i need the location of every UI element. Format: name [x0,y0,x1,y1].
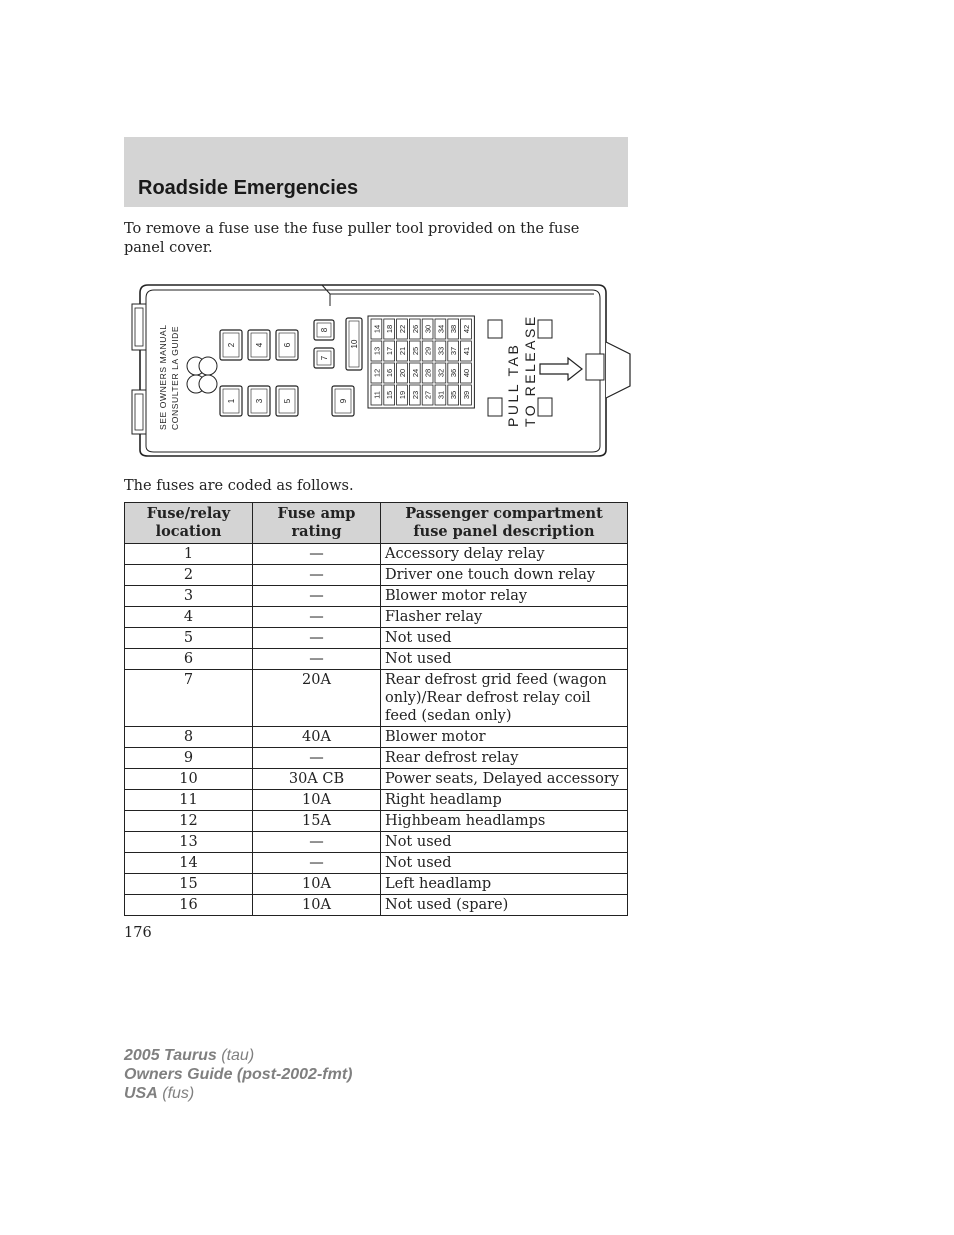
table-row [125,811,628,832]
cell-location: 8 [125,727,253,748]
fuse-slot [384,319,395,339]
cell-amp-rating: 40A [253,727,381,748]
cell-location: 10 [125,769,253,790]
fuse-slot [409,363,420,383]
fuse-slot-label: 36 [449,368,459,378]
cell-location: 14 [125,853,253,874]
relay-label: 4 [255,342,264,348]
fuse-slot [397,341,408,361]
fuse-slot [371,363,382,383]
relay-box [276,386,298,416]
cell-location: 13 [125,832,253,853]
fuse-table [124,502,628,916]
fuse-panel-svg [124,282,636,460]
table-row [125,727,628,748]
fuse-slot-label: 13 [372,346,382,356]
fuse-slot [422,363,433,383]
cell-description: Highbeam headlamps [381,811,628,832]
fuse-slot [435,341,446,361]
relay-box [314,320,334,340]
cell-location: 15 [125,874,253,895]
fuse-slot-label: 32 [436,368,446,378]
relay-box [346,318,362,370]
cell-amp-rating: 30A CB [253,769,381,790]
relay-box [220,386,242,416]
diagram-side-label-2: CONSULTER LA GUIDE [170,325,180,430]
table-row [125,895,628,916]
fuse-slot-label: 24 [410,368,420,378]
relay-box [314,348,334,368]
footer-model-code: (tau) [221,1047,255,1064]
fuse-slot [461,319,472,339]
cell-amp-rating: — [253,853,381,874]
fuse-slot-label: 31 [436,390,446,400]
fuse-slot [461,363,472,383]
fuse-slot [422,319,433,339]
fuse-slot [435,319,446,339]
fuse-slot-label: 29 [423,346,433,356]
relay-box [276,330,298,360]
fuse-slot-label: 18 [385,324,395,334]
cell-description: Not used (spare) [381,895,628,916]
fuse-slot-label: 16 [385,368,395,378]
fuse-slot [409,319,420,339]
fuse-slot [435,385,446,405]
footer-guide: Owners Guide (post-2002-fmt) [124,1066,353,1083]
fuse-slot [371,341,382,361]
header-description: Passenger compartment fuse panel description [381,503,628,544]
fuse-slot [384,341,395,361]
fuse-slot-label: 21 [398,346,407,356]
fuse-slot-label: 40 [462,368,471,378]
footer-line-1 [124,1046,352,1065]
fuse-slot [448,341,459,361]
fuse-slot-label: 37 [449,346,459,356]
footer-market: USA [124,1085,158,1102]
fuse-slot [448,319,459,339]
cell-amp-rating: 10A [253,874,381,895]
table-row [125,607,628,628]
cell-location: 7 [125,670,253,727]
cell-description: Not used [381,649,628,670]
fuse-slot-label: 30 [423,324,433,334]
fuse-slot [397,363,408,383]
fuse-slot-label: 33 [436,346,446,356]
table-row [125,853,628,874]
table-row [125,544,628,565]
table-row [125,790,628,811]
cell-location: 6 [125,649,253,670]
relay-box [248,330,270,360]
table-row [125,628,628,649]
fuse-slot-label: 25 [410,346,420,356]
footer-model: 2005 Taurus [124,1047,217,1064]
fuse-slot-label: 26 [410,324,420,334]
cell-location: 11 [125,790,253,811]
header-amp-rating: Fuse amp rating [253,503,381,544]
footer-line-2 [124,1065,352,1084]
cell-description: Rear defrost grid feed (wagon only)/Rear defrost relay coil feed (sedan only) [381,670,628,727]
cell-location: 16 [125,895,253,916]
fuse-slot-label: 20 [398,368,407,378]
fuse-slot-label: 38 [449,324,459,334]
cell-amp-rating: — [253,565,381,586]
cell-description: Right headlamp [381,790,628,811]
cell-description: Accessory delay relay [381,544,628,565]
cell-location: 3 [125,586,253,607]
cell-location: 12 [125,811,253,832]
fuse-slot-label: 11 [372,391,382,399]
fuse-slot-label: 42 [462,324,471,334]
relay-box [332,386,354,416]
diagram-release-label-1: PULL TAB [505,342,521,427]
fuse-slot-label: 35 [449,390,459,400]
footer-market-code: (fus) [162,1085,195,1102]
relay-label: 3 [255,398,264,404]
fuse-slot [409,341,420,361]
cell-amp-rating: — [253,586,381,607]
fuse-panel-diagram [124,282,636,460]
fuse-slot [397,385,408,405]
relay-box [220,330,242,360]
fuse-slot-label: 15 [385,390,395,400]
table-row [125,565,628,586]
relay-label: 10 [350,339,359,349]
coded-intro: The fuses are coded as follows. [124,478,354,494]
relay-label: 7 [320,355,329,361]
relay-label: 6 [283,342,292,348]
fuse-slot [461,385,472,405]
document-footer [124,1046,352,1103]
fuse-slot-label: 28 [423,368,433,378]
cell-description: Driver one touch down relay [381,565,628,586]
table-row [125,832,628,853]
fuse-slot-label: 19 [398,390,407,400]
table-row [125,748,628,769]
fuse-slot-label: 27 [423,390,433,400]
cell-amp-rating: — [253,544,381,565]
cell-description: Not used [381,832,628,853]
cell-location: 2 [125,565,253,586]
table-row [125,769,628,790]
fuse-slot-label: 12 [372,368,382,378]
table-row [125,586,628,607]
cell-amp-rating: — [253,649,381,670]
cell-description: Not used [381,628,628,649]
diagram-release-label-2: TO RELEASE [522,314,538,427]
cell-amp-rating: 10A [253,790,381,811]
header-location: Fuse/relay location [125,503,253,544]
cell-location: 4 [125,607,253,628]
fuse-slot [461,341,472,361]
diagram-side-label-1: SEE OWNERS MANUAL [158,324,168,430]
cell-description: Flasher relay [381,607,628,628]
cell-location: 9 [125,748,253,769]
relay-label: 8 [320,327,329,333]
fuse-slot [384,363,395,383]
fuse-slot [397,319,408,339]
fuse-slot-label: 41 [462,346,471,356]
fuse-slot [371,385,382,405]
cell-location: 1 [125,544,253,565]
fuse-slot-label: 22 [398,324,407,334]
cell-amp-rating: — [253,607,381,628]
table-row [125,874,628,895]
fuse-table-header-row [125,503,628,544]
cell-amp-rating: 10A [253,895,381,916]
fuse-slot [371,319,382,339]
fuse-slot-label: 39 [462,390,471,400]
fuse-slot-label: 23 [410,390,420,400]
table-row [125,670,628,727]
fuse-slot [422,385,433,405]
cell-amp-rating: — [253,628,381,649]
relay-box [248,386,270,416]
fuse-slot [435,363,446,383]
cell-description: Left headlamp [381,874,628,895]
cell-description: Blower motor [381,727,628,748]
cell-location: 5 [125,628,253,649]
section-title: Roadside Emergencies [138,177,359,199]
cell-amp-rating: — [253,832,381,853]
section-header-band [124,137,628,207]
relay-label: 9 [339,398,348,404]
fuse-slot [448,385,459,405]
intro-paragraph: To remove a fuse use the fuse puller tool provided on the fuse panel cover. [124,221,580,256]
fuse-slot-label: 14 [372,324,382,334]
fuse-slot-label: 17 [385,346,395,356]
relay-label: 1 [227,398,236,404]
fuse-slot [409,385,420,405]
fuse-slot [384,385,395,405]
footer-line-3 [124,1084,352,1103]
cell-amp-rating: 20A [253,670,381,727]
relay-label: 2 [227,342,236,348]
cell-amp-rating: — [253,748,381,769]
cell-description: Rear defrost relay [381,748,628,769]
cell-description: Power seats, Delayed accessory [381,769,628,790]
cell-description: Not used [381,853,628,874]
cell-description: Blower motor relay [381,586,628,607]
cell-amp-rating: 15A [253,811,381,832]
page-number: 176 [124,925,152,941]
relay-label: 5 [283,398,292,404]
fuse-slot [422,341,433,361]
fuse-slot [448,363,459,383]
fuse-slot-label: 34 [436,324,446,334]
table-row [125,649,628,670]
